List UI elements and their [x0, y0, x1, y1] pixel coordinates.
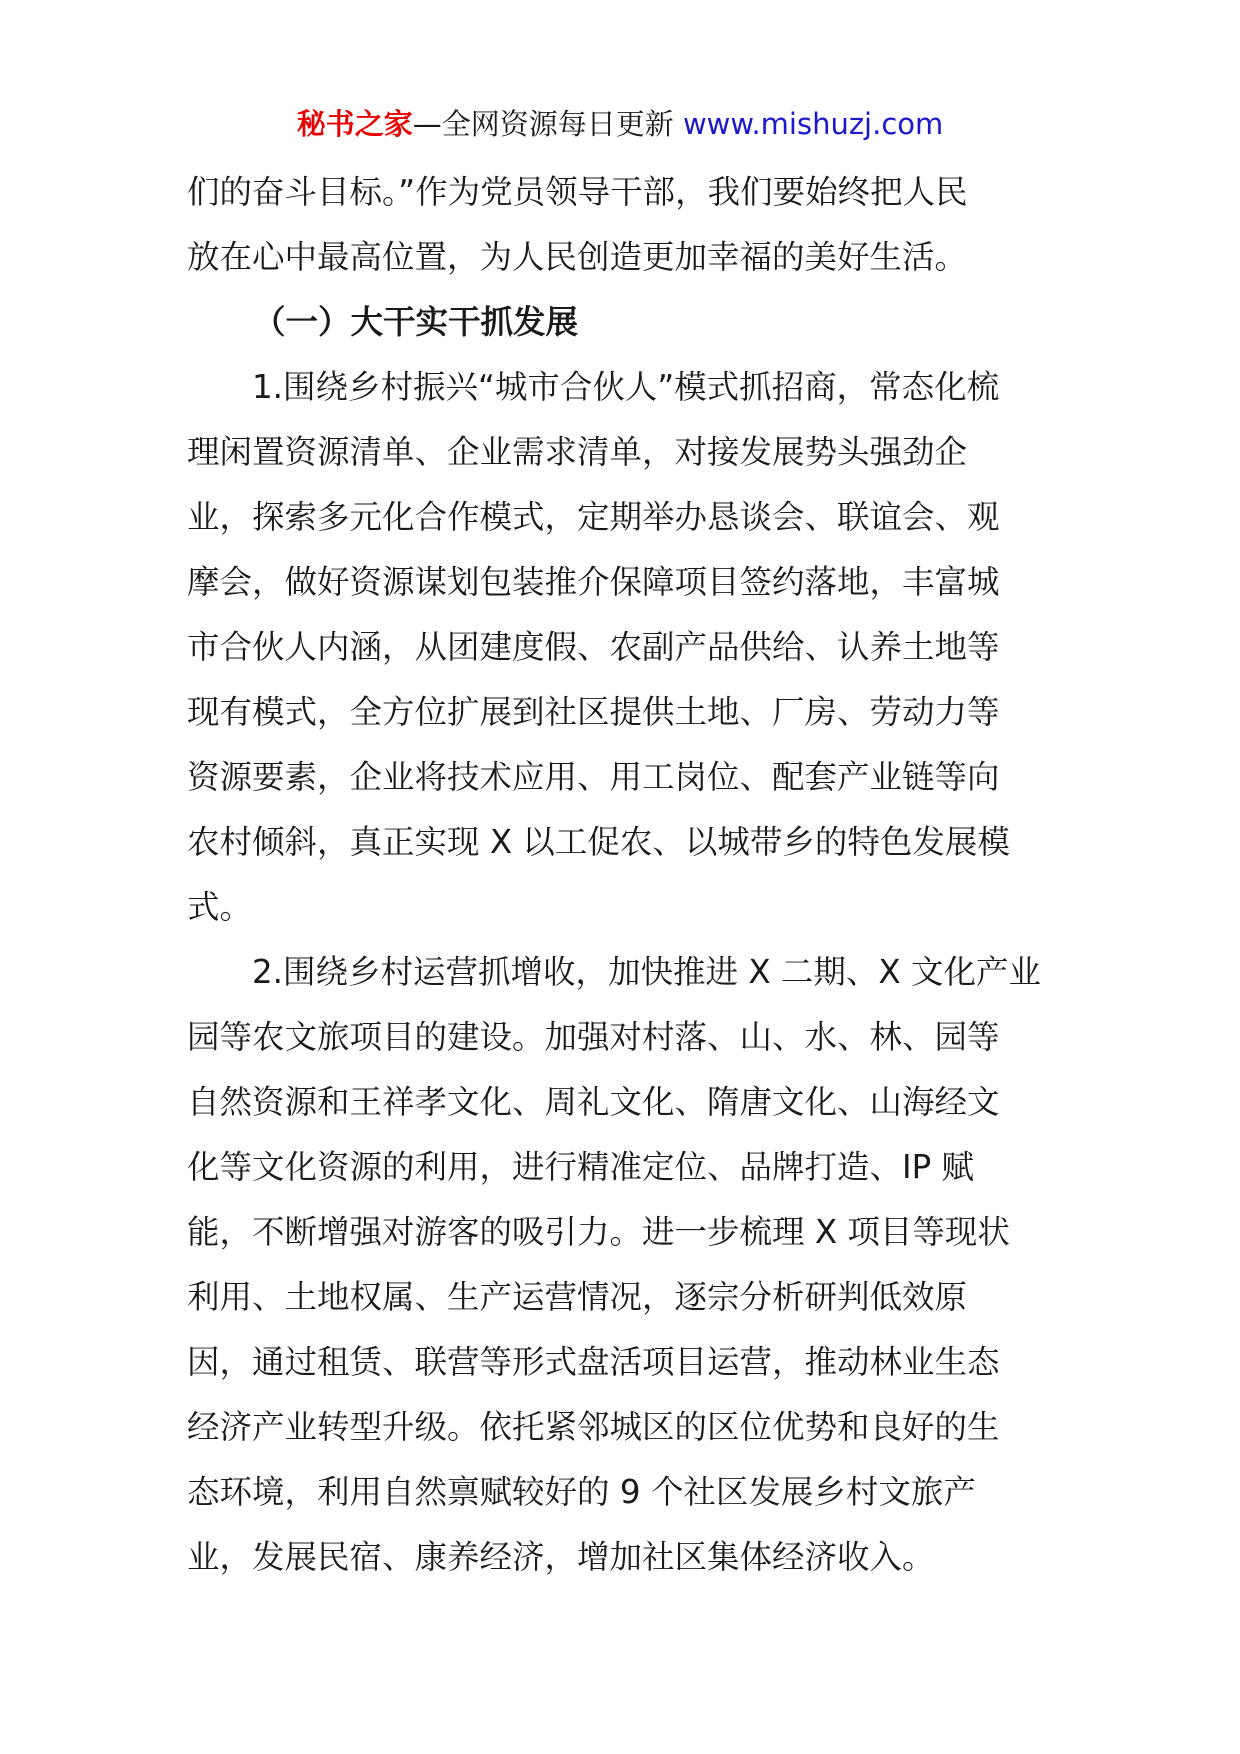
paragraph-line: 摩会，做好资源谋划包装推介保障项目签约落地，丰富城 [187, 563, 1000, 601]
paragraph-line: 现有模式，全方位扩展到社区提供土地、厂房、劳动力等 [187, 693, 1000, 731]
site-header [0, 104, 1240, 144]
paragraph-line: 态环境，利用自然禀赋较好的 9 个社区发展乡村文旅产 [187, 1473, 976, 1511]
paragraph-line: 农村倾斜，真正实现 X 以工促农、以城带乡的特色发展模 [187, 823, 1010, 861]
site-url-link[interactable]: www.mishuzj.com [682, 107, 944, 141]
document-body [187, 160, 1057, 1590]
paragraph-line: 2.围绕乡村运营抓增收，加快推进 X 二期、X 文化产业 [187, 953, 1042, 991]
paragraph-line: 园等农文旅项目的建设。加强对村落、山、水、林、园等 [187, 1018, 1000, 1056]
paragraph-line: 市合伙人内涵，从团建度假、农副产品供给、认养土地等 [187, 628, 1000, 666]
paragraph-line: 1.围绕乡村振兴“城市合伙人”模式抓招商，常态化梳 [187, 368, 1000, 406]
paragraph-line: 理闲置资源清单、企业需求清单，对接发展势头强劲企 [187, 433, 968, 471]
paragraph-line: 因，通过租赁、联营等形式盘活项目运营，推动林业生态 [187, 1343, 1000, 1381]
paragraph-line: 利用、土地权属、生产运营情况，逐宗分析研判低效原 [187, 1278, 968, 1316]
paragraph-line: 资源要素，企业将技术应用、用工岗位、配套产业链等向 [187, 758, 1000, 796]
paragraph-line: 自然资源和王祥孝文化、周礼文化、隋唐文化、山海经文 [187, 1083, 1000, 1121]
section-heading: （一）大干实干抓发展 [253, 303, 579, 341]
header-tagline: —全网资源每日更新 [412, 107, 683, 141]
paragraph-line: 们的奋斗目标。”作为党员领导干部，我们要始终把人民 [187, 173, 968, 211]
paragraph-line: 能，不断增强对游客的吸引力。进一步梳理 X 项目等现状 [187, 1213, 1010, 1251]
brand-name: 秘书之家 [296, 107, 413, 141]
paragraph-line: 业，发展民宿、康养经济，增加社区集体经济收入。 [187, 1538, 935, 1576]
paragraph-line: 式。 [187, 888, 253, 926]
paragraph-line: 放在心中最高位置，为人民创造更加幸福的美好生活。 [187, 238, 968, 276]
paragraph-line: 业，探索多元化合作模式，定期举办恳谈会、联谊会、观 [187, 498, 1000, 536]
paragraph-line: 化等文化资源的利用，进行精准定位、品牌打造、IP 赋 [187, 1148, 975, 1186]
paragraph-line: 经济产业转型升级。依托紧邻城区的区位优势和良好的生 [187, 1408, 1000, 1446]
